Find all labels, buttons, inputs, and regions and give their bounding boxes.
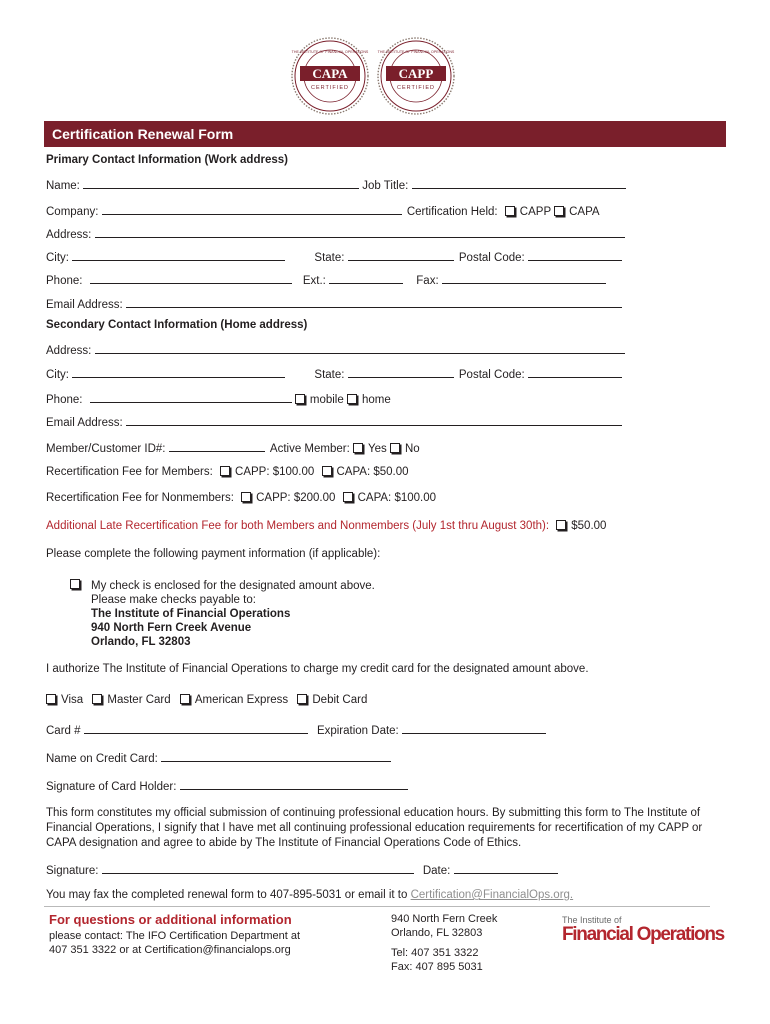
email-label: Email Address: [46,299,123,311]
check-payable-block [91,579,375,649]
footer-fax: Fax: 407 895 5031 [391,961,483,973]
home-address-row [46,342,625,357]
ext-label: Ext.: [302,275,326,287]
expiration-field[interactable] [402,722,546,734]
debit-option: Debit Card [312,694,368,706]
company-label: Company: [46,206,99,218]
svg-text:CERTIFIED: CERTIFIED [311,85,349,91]
yes-checkbox[interactable] [353,443,363,453]
company-field[interactable] [102,203,402,215]
fax-label: Fax: [416,275,439,287]
card-number-row [46,722,546,737]
payable-to-text: Please make checks payable to: [91,594,256,606]
member-id-label: Member/Customer ID#: [46,443,166,455]
address-row [46,226,625,241]
city-label: City: [46,252,69,264]
home-state-field[interactable] [348,366,454,378]
home-address-label: Address: [46,345,92,357]
member-fee-row [46,466,409,478]
nonmember-fee-label: Recertification Fee for Nonmembers: [46,492,234,504]
contact-line-2: 407 351 3322 or at Certification@financialops.org [49,944,291,956]
cert-held-label: Certification Held: [406,206,498,218]
late-fee-label: Additional Late Recertification Fee for both Members and Nonmembers (July 1st thru August 30th): [46,520,550,532]
member-capa-fee: CAPA: $50.00 [336,466,409,478]
home-postal-code-field[interactable] [528,366,622,378]
secondary-contact-heading: Secondary Contact Information (Home address) [46,319,308,331]
home-phone-row [46,391,391,406]
contact-line-1: please contact: The IFO Certification Department at [49,930,301,942]
date-label: Date: [422,865,451,877]
footer-contact-block [49,912,300,957]
job-title-label: Job Title: [362,180,409,192]
fax-note: You may fax the completed renewal form to 407-895-5031 or email it to [46,889,408,901]
home-state-label: State: [314,369,345,381]
capp-certified-seal [376,36,456,116]
signature-field[interactable] [102,862,414,874]
address-field[interactable] [95,226,625,238]
home-checkbox[interactable] [347,394,357,404]
home-city-label: City: [46,369,69,381]
fax-field[interactable] [442,272,606,284]
logo-big-text: Financial Operations [562,924,724,945]
card-number-field[interactable] [84,722,308,734]
logo-small-text: The Institute of [562,915,622,925]
nonmember-capa-fee: CAPA: $100.00 [357,492,437,504]
svg-text:CAPA: CAPA [312,66,348,81]
email-field[interactable] [126,296,622,308]
home-phone-label: Phone: [46,394,83,406]
form-title: Certification Renewal Form [52,126,234,142]
nonmember-capp-checkbox[interactable] [241,492,251,502]
mastercard-option: Master Card [107,694,171,706]
payee-city: Orlando, FL 32803 [91,636,191,648]
phone-label: Phone: [46,275,83,287]
amex-option: American Express [194,694,289,706]
amex-checkbox[interactable] [180,694,190,704]
home-email-label: Email Address: [46,417,123,429]
name-on-card-field[interactable] [161,750,391,762]
card-holder-signature-label: Signature of Card Holder: [46,781,177,793]
member-capp-fee: CAPP: $100.00 [235,466,315,478]
nonmember-capp-fee: CAPP: $200.00 [256,492,336,504]
capp-checkbox[interactable] [505,206,515,216]
member-fee-label: Recertification Fee for Members: [46,466,213,478]
date-field[interactable] [454,862,558,874]
ifo-logo [562,915,724,945]
ethics-statement: This form constitutes my official submission of continuing professional education hours. By submitting this form to The Institute of Financial Operations, I signify that I have met all continuing professional education requirements for recertification of my CAPP or CAPA designation and agree to abide by The Institute of Financial Operations Code of Ethics. [46,807,703,849]
mobile-checkbox[interactable] [295,394,305,404]
home-address-field[interactable] [95,342,625,354]
postal-code-field[interactable] [528,249,622,261]
authorize-text: I authorize The Institute of Financial Operations to charge my credit card for the designated amount above. [46,663,589,675]
visa-checkbox[interactable] [46,694,56,704]
check-enclosed-checkbox[interactable] [70,579,85,591]
address-label: Address: [46,229,92,241]
home-city-field[interactable] [72,366,285,378]
name-row [46,177,626,192]
nonmember-capa-checkbox[interactable] [343,492,353,502]
late-fee-checkbox[interactable] [556,520,566,530]
state-field[interactable] [348,249,454,261]
capa-checkbox[interactable] [554,206,564,216]
footer-address-block [391,912,497,974]
footer-tel: Tel: 407 351 3322 [391,947,479,959]
expiration-label: Expiration Date: [316,725,399,737]
home-email-row [46,414,622,429]
member-row [46,440,420,455]
late-fee-amount: $50.00 [571,520,607,532]
home-postal-code-label: Postal Code: [458,369,525,381]
email-row [46,296,622,311]
svg-text:THE INSTITUTE OF FINANCIAL OPE: THE INSTITUTE OF FINANCIAL OPERATIONS [291,50,369,54]
home-email-field[interactable] [126,414,622,426]
signature-row [46,862,558,877]
name-on-card-row [46,750,391,765]
name-field[interactable] [83,177,359,189]
questions-heading: For questions or additional information [49,912,292,927]
city-field[interactable] [72,249,285,261]
job-title-field[interactable] [412,177,626,189]
footer-address-1: 940 North Fern Creek [391,913,498,925]
check-enclosed-text: My check is enclosed for the designated amount above. [91,580,375,592]
svg-text:CERTIFIED: CERTIFIED [397,85,435,91]
signature-label: Signature: [46,865,99,877]
capp-option: CAPP [519,206,551,218]
debit-checkbox[interactable] [297,694,307,704]
postal-code-label: Postal Code: [458,252,525,264]
capa-certified-seal [290,36,370,116]
member-id-field[interactable] [169,440,265,452]
name-label: Name: [46,180,80,192]
payment-intro: Please complete the following payment information (if applicable): [46,548,381,560]
capa-option: CAPA [569,206,600,218]
no-option: No [404,443,420,455]
footer-address-2: Orlando, FL 32803 [391,927,483,939]
mobile-option: mobile [309,394,344,406]
visa-option: Visa [61,694,84,706]
home-phone-field[interactable] [90,391,292,403]
certification-email-link[interactable]: Certification@FinancialOps.org. [410,889,574,901]
home-city-row [46,366,622,381]
form-title-banner [44,121,726,147]
phone-row [46,272,606,287]
payee-street: 940 North Fern Creek Avenue [91,622,252,634]
active-member-label: Active Member: [269,443,350,455]
nonmember-fee-row [46,492,436,504]
name-on-card-label: Name on Credit Card: [46,753,158,765]
footer-divider [44,906,710,907]
home-option: home [361,394,391,406]
no-checkbox[interactable] [390,443,400,453]
member-capp-checkbox[interactable] [220,466,230,476]
fax-note-row [46,889,573,901]
svg-text:THE INSTITUTE OF FINANCIAL OPE: THE INSTITUTE OF FINANCIAL OPERATIONS [377,50,455,54]
member-capa-checkbox[interactable] [322,466,332,476]
card-number-label: Card # [46,725,81,737]
phone-field[interactable] [90,272,292,284]
late-fee-row [46,520,606,532]
company-row [46,203,600,218]
city-row [46,249,622,264]
state-label: State: [314,252,345,264]
yes-option: Yes [368,443,387,455]
ext-field[interactable] [329,272,403,284]
card-type-row [46,694,367,706]
svg-text:CAPP: CAPP [398,66,434,81]
card-holder-signature-field[interactable] [180,778,408,790]
payee-org: The Institute of Financial Operations [91,608,291,620]
card-holder-signature-row [46,778,408,793]
mastercard-checkbox[interactable] [92,694,102,704]
primary-contact-heading: Primary Contact Information (Work address) [46,154,288,166]
